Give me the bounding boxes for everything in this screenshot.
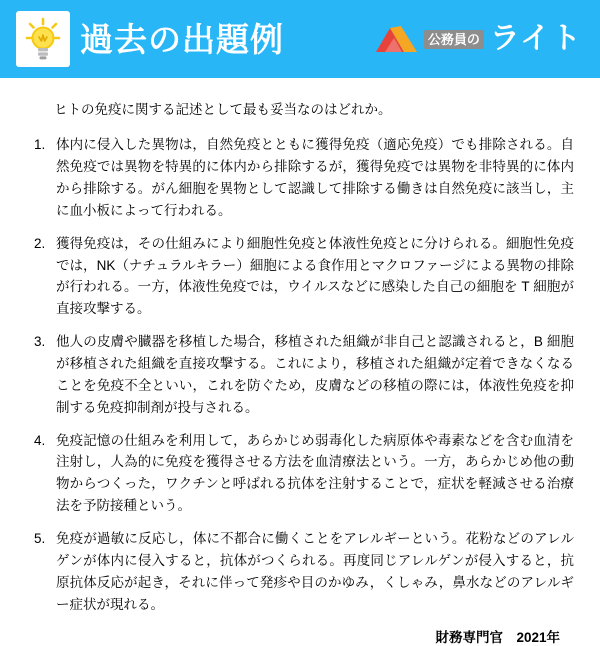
brand-name: ライト bbox=[489, 22, 582, 55]
lightbulb-icon-box bbox=[16, 11, 70, 67]
list-item bbox=[26, 528, 574, 615]
choice-number: 4. bbox=[34, 432, 46, 448]
question-stem: ヒトの免疫に関する記述として最も妥当なのはどれか。 bbox=[54, 102, 392, 117]
list-item bbox=[26, 331, 574, 418]
mountain-logo-icon bbox=[374, 22, 418, 56]
choice-number: 2. bbox=[34, 235, 46, 251]
page-title: 過去の出題例 bbox=[80, 20, 284, 58]
source-attribution: 財務専門官 2021年 bbox=[435, 630, 560, 646]
lightbulb-icon bbox=[25, 17, 61, 61]
list-item bbox=[26, 430, 574, 517]
choice-number: 1. bbox=[34, 137, 46, 153]
list-item bbox=[26, 134, 574, 221]
page-header bbox=[0, 0, 600, 78]
choice-text: 免疫記憶の仕組みを利用して，あらかじめ弱毒化した病原体や毒素などを含む血清を注射し，人為的に免疫を獲得させる方法を血清療法という。一方，あらかじめ他の動物からつくった，ワクチンと呼ばれる抗体を注射することで，症状を軽減させる治療法を予防接種という。 bbox=[56, 432, 574, 514]
question-content bbox=[0, 78, 600, 646]
choice-text: 獲得免疫は，その仕組みにより細胞性免疫と体液性免疫とに分けられる。細胞性免疫では，NK（ナチュラルキラー）細胞による食作用とマクロファージによる異物の排除が行われる。一方，体液性免疫では，ウイルスなどに感染した自己の細胞を T 細胞が直接攻撃する。 bbox=[56, 235, 574, 317]
choices-list bbox=[26, 134, 574, 615]
choice-text: 免疫が過敏に反応し，体に不都合に働くことをアレルギーという。花粉などのアレルゲンが体内に侵入すると，抗体がつくられる。再度同じアレルゲンが侵入すると，抗原抗体反応が起き，それに伴って発疹や目のかゆみ，くしゃみ，鼻水などのアレルギー症状が現れる。 bbox=[56, 531, 574, 612]
choice-number: 3. bbox=[34, 334, 46, 350]
choice-text: 体内に侵入した異物は，自然免疫とともに獲得免疫（適応免疫）でも排除される。自然免疫では異物を特異的に体内から排除するが，獲得免疫では異物を非特異的に体内から排除する。がん細胞を異物として認識して排除する働きは自然免疫に該当し，主に血小板によって行われる。 bbox=[56, 137, 574, 218]
brand-badge: 公務員の bbox=[424, 30, 484, 49]
brand-logo bbox=[374, 22, 588, 56]
choice-text: 他人の皮膚や臓器を移植した場合，移植された組織が非自己と認識されると，B 細胞が移植された組織を直接攻撃する。これにより，移植された組織が定着できなくなることを免疫不全といい，これを防ぐため，皮膚などの移植の際には，体液性免疫を抑制する免疫抑制剤が投与される。 bbox=[56, 334, 574, 415]
list-item bbox=[26, 233, 574, 320]
choice-number: 5. bbox=[34, 531, 46, 546]
